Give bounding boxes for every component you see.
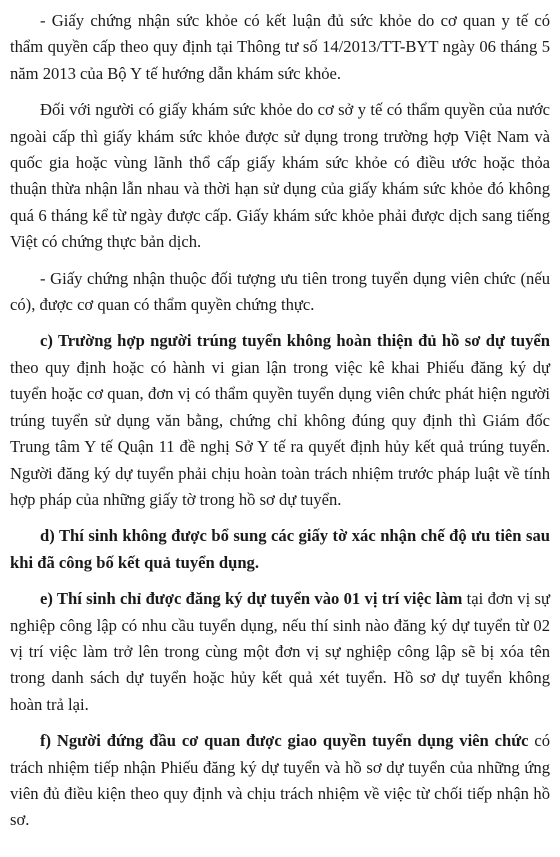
paragraph-priority-certificate [10, 266, 550, 319]
paragraph-health-certificate [10, 8, 550, 87]
paragraph-bold-lead: c) Trường hợp người trúng tuyển không hoàn thiện đủ hồ sơ dự tuyển [40, 331, 550, 351]
paragraph-text: có trách nhiệm tiếp nhận Phiếu đăng ký dự tuyển và hồ sơ dự tuyển của những ứng viên đủ điều kiện theo quy định và chịu trách nhiệm về việc từ chối tiếp nhận hồ sơ. [10, 731, 550, 830]
paragraph-bold-lead: e) Thí sinh chỉ được đăng ký dự tuyển vào 01 vị trí việc làm [40, 589, 463, 609]
paragraph-item-e [10, 586, 550, 718]
paragraph-bold-lead: d) Thí sinh không được bổ sung các giấy tờ xác nhận chế độ ưu tiên sau khi đã công bố kết quả tuyển dụng. [10, 526, 550, 572]
paragraph-item-c [10, 328, 550, 513]
paragraph-text: tại đơn vị sự nghiệp công lập có nhu cầu tuyển dụng, nếu thí sinh nào đăng ký dự tuyển từ 02 vị trí việc làm trở lên trong cùng một đơn vị sự nghiệp công lập sẽ bị xóa tên trong danh sách dự tuyển hoặc hủy kết quả xét tuyển. Hồ sơ dự tuyển không hoàn trả lại. [10, 589, 550, 714]
paragraph-foreign-health-certificate [10, 97, 550, 255]
paragraph-item-f [10, 728, 550, 834]
paragraph-text: - Giấy chứng nhận thuộc đối tượng ưu tiên trong tuyển dụng viên chức (nếu có), được cơ quan có thẩm quyền chứng thực. [10, 268, 550, 315]
paragraph-item-d [10, 523, 550, 576]
paragraph-text: theo quy định hoặc có hành vi gian lận trong việc kê khai Phiếu đăng ký dự tuyển hoặc cơ quan, đơn vị có thẩm quyền tuyển dụng viên chức phát hiện người trúng tuyển sử dụng văn bằng, chứng chỉ không đúng quy định thì Giám đốc Trung tâm Y tế Quận 11 đề nghị Sở Y tế ra quyết định hủy kết quả trúng tuyển. Người đăng ký dự tuyển phải chịu hoàn toàn trách nhiệm trước pháp luật về tính hợp pháp của những giấy tờ trong hồ sơ dự tuyển. [10, 357, 550, 509]
paragraph-bold-lead: f) Người đứng đầu cơ quan được giao quyền tuyển dụng viên chức [40, 731, 529, 751]
paragraph-text: - Giấy chứng nhận sức khỏe có kết luận đủ sức khỏe do cơ quan y tế có thẩm quyền cấp theo quy định tại Thông tư số 14/2013/TT-BYT ngày 06 tháng 5 năm 2013 của Bộ Y tế hướng dẫn khám sức khỏe. [10, 11, 550, 83]
paragraph-text: Đối với người có giấy khám sức khỏe do cơ sở y tế có thẩm quyền của nước ngoài cấp thì giấy khám sức khỏe được sử dụng trong trường hợp Việt Nam và quốc gia hoặc vùng lãnh thổ cấp giấy khám sức khỏe có điều ước hoặc thỏa thuận thừa nhận lẫn nhau và thời hạn sử dụng của giấy khám sức khỏe đó không quá 6 tháng kể từ ngày được cấp. Giấy khám sức khỏe phải được dịch sang tiếng Việt có chứng thực bản dịch. [10, 100, 550, 252]
